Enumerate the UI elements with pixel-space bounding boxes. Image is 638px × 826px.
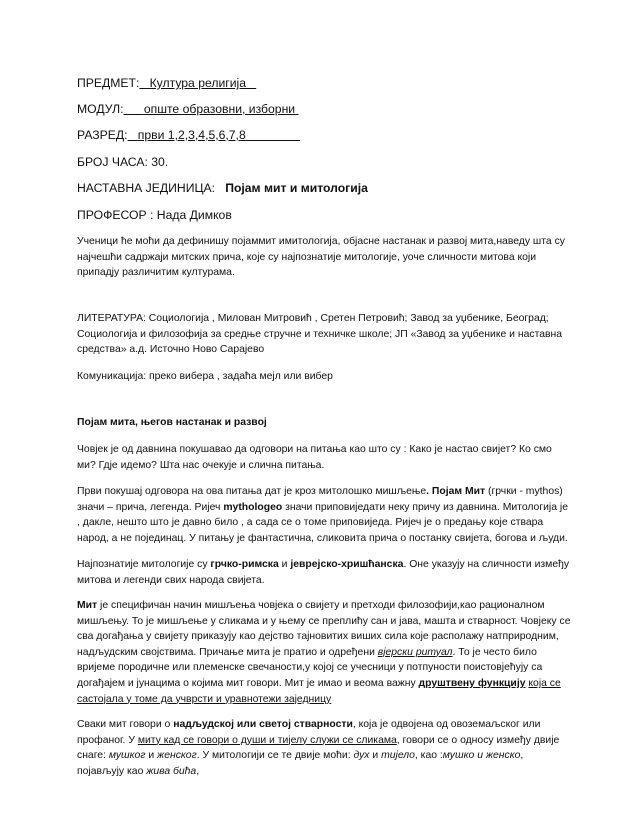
module-line [77, 102, 299, 116]
term-judeo-christian: јеврејско-хришћанска [290, 559, 404, 570]
paragraph-3 [77, 557, 571, 588]
paragraph-1 [77, 442, 571, 473]
subject-value: Култура религија [149, 76, 247, 90]
paragraph-2 [77, 484, 571, 546]
professor-line: ПРОФЕСОР : Нада Димков [77, 208, 232, 222]
subject-label: ПРЕДМЕТ: [77, 76, 140, 90]
paragraph-5 [77, 717, 571, 779]
hours-line: БРОЈ ЧАСА: 30. [77, 155, 169, 169]
unit-label: НАСТАВНА ЈЕДИНИЦА: [77, 181, 216, 195]
subject-line [77, 76, 256, 90]
unit-line [77, 181, 368, 195]
paragraph-3-text: Најпознатије митологије су грчко-римска и јеврејско-хришћанска. Оне указују на сличности између митова и легенди свих народа свијета. [77, 559, 570, 586]
paragraph-2-text: Први покушај одговора на ова питања дат је кроз митолошко мишљење. Појам Мит (грчки - mythos) значи – прича, легенда. Ријеч mythologeo значи приповиједати неку причу из давнина. Митологија је , дакле, нешто што је давно било , а сада се о томе приповиједа. Ријеч је о предању које ствара народ, а не појединац. У питању је фантастична, сликовита прича о постанку свијета, богова и људи. [77, 486, 568, 544]
literature-paragraph [77, 311, 571, 358]
term-mit: Мит [464, 486, 486, 497]
grade-label: РАЗРЕД: [77, 128, 128, 142]
paragraph-1-text: Човјек је од давнина покушавао да одговори на питања као што су : Како је настао свијет? Ко смо ми? Гдје идемо? Шта нас очекује и слична питања. [77, 444, 552, 471]
intro-paragraph [77, 234, 571, 281]
unit-value: Појам мит и митологија [225, 181, 368, 195]
term-mythologeo: mythologeo [223, 501, 283, 513]
grade-line [77, 128, 300, 142]
term-mit-2: Мит [77, 600, 98, 611]
module-value: опште образовни, изборни [143, 102, 296, 116]
module-label: МОДУЛ: [77, 102, 124, 116]
term-religious-ritual: вјерски ритуал [377, 646, 453, 658]
paragraph-5-text: Сваки мит говори о надљудској или светој стварности, која је одвојена од овоземаљског или профаног. У миту кад се говори о души и тијелу служи се сликама, говори се о односу између двије снаге: мушког и женског. У митологији се те двије моћи: дух и тијело, као :мушко и женско, појављују као жива бића, [77, 719, 560, 777]
communication-paragraph [77, 369, 571, 385]
term-social-function: друштвену функцију [418, 677, 526, 689]
grade-value: први 1,2,3,4,5,6,7,8 [137, 128, 246, 142]
paragraph-4-text: Мит је специфичан начин мишљења човјека о свијету и претходи филозофији,као рационалном мишљењу. То је мишљење у сликама и у њему се преплићу сан и јава, машта и стварност. Човјеку се сва догађања у свијету приказују као дејство тајновитих виших сила које располажу натприродним, надљудским својствима. Причање мита је пратио и одређени вјерски ритуал. То је често било вријеме породичне или племенске свечаности,у којој се учесници у потпуности поистовјећују са догађајем и јунацима о којима мит говори. Мит је имао и веома важну друштвену функцију која се састојала у томе да учврсти и уравнотежи заједницу [77, 600, 571, 705]
paragraph-4 [77, 598, 571, 707]
term-greco-roman: грчко-римска [210, 559, 279, 570]
intro-text: Ученици ће моћи да дефинишу појаммит имитологија, објасне настанак и развој мита,наведу шта су најчешћи садржаји митских прича, које су најпознатије митологије, уоче сличности митова који припадју различитим културама. [77, 236, 565, 279]
term-sacred-reality: надљудској или светој стварности [173, 719, 353, 730]
literature-text: ЛИТЕРАТУРА: Социологија , Милован Митровић , Сретен Петровић; Завод за уџбенике, Београд; Социологија и филозофија за средње стручне и техничке школе; ЈП «Завод за уџбенике и наставна средства» а.д. Источно Ново Сарајево [77, 313, 563, 356]
section-title: Појам мита, његов настанак и развој [77, 417, 267, 428]
communication-text: Комуникација: преко вибера , задаћа мејл или вибер [77, 371, 333, 382]
